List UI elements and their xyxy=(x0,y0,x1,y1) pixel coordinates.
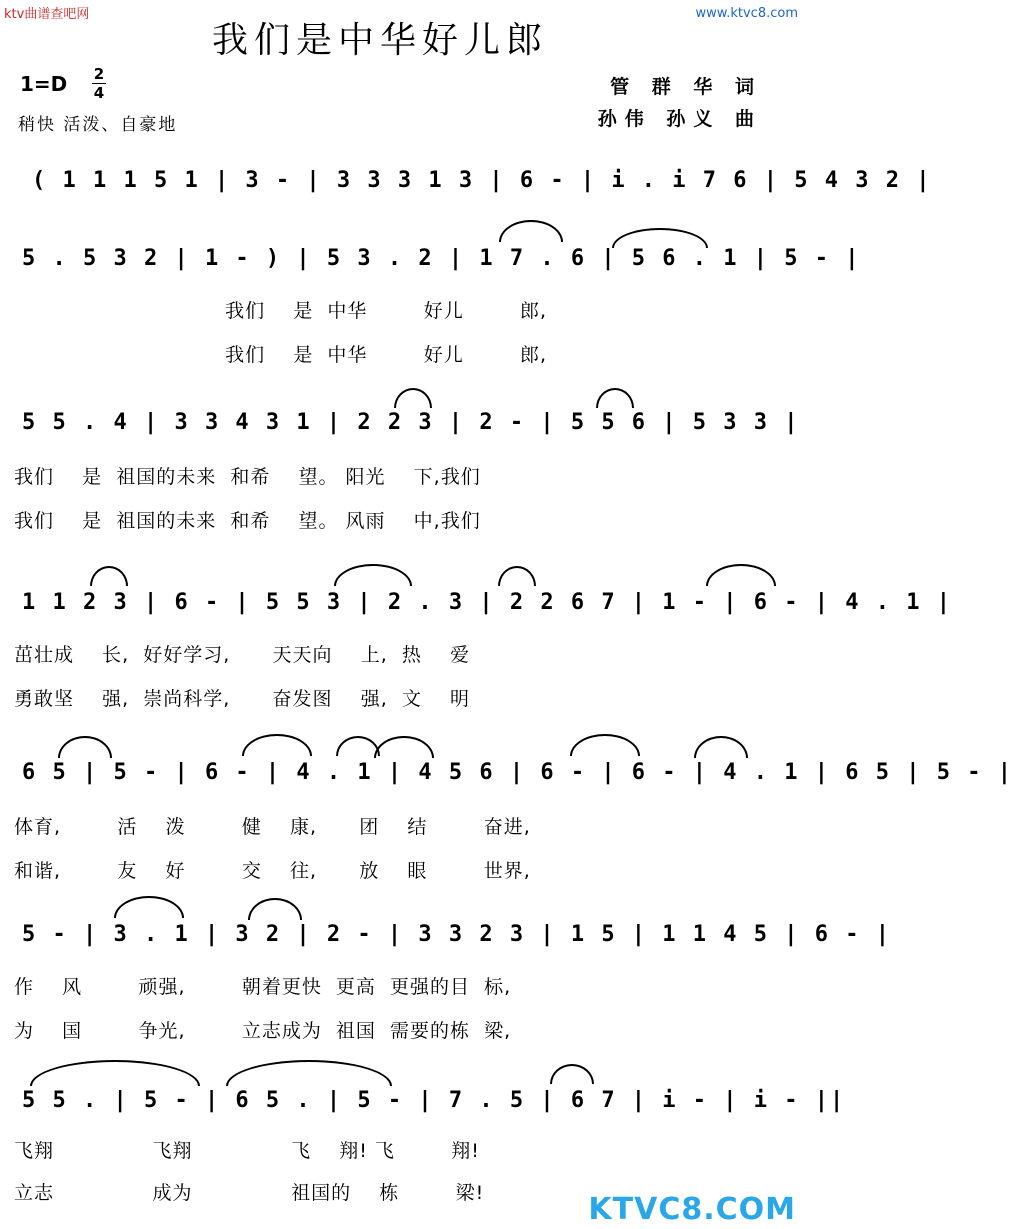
score-row-4 xyxy=(14,590,952,636)
slur xyxy=(334,564,412,586)
notation-line: 1 1 2 3 | 6 - | 5 5 3 | 2 . 3 | 2 2 6 7 | 1 - | 6 - | 4 . 1 | xyxy=(22,590,952,615)
score-row-2 xyxy=(14,246,861,292)
lyric-verse-1: 作 风 顽强, 朝着更快 更高 更强的目 标, xyxy=(14,976,512,998)
tempo-marking: 稍快 活泼、自豪地 xyxy=(18,115,178,135)
meter-bottom: 4 xyxy=(93,84,105,102)
lyric-verse-2: 我们 是 祖国的未来 和希 望。 风雨 中,我们 xyxy=(14,510,481,532)
slur xyxy=(706,564,776,586)
slur xyxy=(336,736,380,756)
notation-line: 5 - | 3 . 1 | 3 2 | 2 - | 3 3 2 3 | 1 5 | 1 1 4 5 | 6 - | xyxy=(22,922,891,947)
time-signature xyxy=(92,66,106,101)
notation-line: 6 5 | 5 - | 6 - | 4 . 1 | 4 5 6 | 6 - | 6 - | 4 . 1 | 6 5 | 5 - | xyxy=(22,760,1013,785)
watermark-top-left: ktv曲谱查吧网 xyxy=(4,7,90,22)
slur xyxy=(242,734,312,756)
slur xyxy=(596,388,634,408)
lyric-verse-2: 我们 是 中华 好儿 郎, xyxy=(14,344,548,366)
key-signature: 1=D xyxy=(20,72,68,96)
slur xyxy=(226,1060,392,1086)
lyric-verse-1: 我们 是 祖国的未来 和希 望。 阳光 下,我们 xyxy=(14,466,481,488)
notation-line: 5 . 5 3 2 | 1 - ) | 5 3 . 2 | 1 7 . 6 | 5 6 . 1 | 5 - | xyxy=(22,246,861,271)
lyric-verse-1: 体育, 活 泼 健 康, 团 结 奋进, xyxy=(14,816,531,838)
lyric-verse-2: 立志 成为 祖国的 栋 梁! xyxy=(14,1182,485,1204)
notation-line: 5 5 . 4 | 3 3 4 3 1 | 2 2 3 | 2 - | 5 5 6 | 5 3 3 | xyxy=(22,410,800,435)
slur xyxy=(570,734,640,756)
slur xyxy=(498,566,536,586)
slur xyxy=(90,566,128,586)
slur xyxy=(374,736,434,758)
slur xyxy=(550,1064,594,1084)
lyricist-credit: 管 群 华 词 xyxy=(610,76,762,98)
slur xyxy=(248,898,302,920)
score-row-3 xyxy=(14,410,800,456)
meter-top: 2 xyxy=(93,65,105,83)
slur xyxy=(58,736,112,758)
notation-line: 5 5 . | 5 - | 6 5 . | 5 - | 7 . 5 | 6 7 | i - | i - || xyxy=(22,1088,846,1113)
slur xyxy=(30,1060,200,1086)
lyric-verse-2: 为 国 争光, 立志成为 祖国 需要的栋 梁, xyxy=(14,1020,512,1042)
slur xyxy=(499,220,563,242)
composer-credit: 孙伟 孙义 曲 xyxy=(597,108,762,130)
lyric-verse-1: 飞翔 飞翔 飞 翔! 飞 翔! xyxy=(14,1140,480,1162)
watermark-bottom-right: KTVC8.COM xyxy=(588,1192,796,1227)
score-row-1 xyxy=(14,168,932,214)
notation-line: ( 1 1 1 5 1 | 3 - | 3 3 3 1 3 | 6 - | i . i 7 6 | 5 4 3 2 | xyxy=(32,168,932,193)
score-row-6 xyxy=(14,922,891,968)
slur xyxy=(694,736,748,758)
slur xyxy=(612,228,708,248)
lyric-verse-2: 勇敢坚 强, 崇尚科学, 奋发图 强, 文 明 xyxy=(14,688,470,710)
slur xyxy=(114,896,184,918)
lyric-verse-1: 茁壮成 长, 好好学习, 天天向 上, 热 爱 xyxy=(14,644,470,666)
song-title: 我们是中华好儿郎 xyxy=(211,20,548,61)
watermark-top-right: www.ktvc8.com xyxy=(695,6,798,21)
lyric-verse-2: 和谐, 友 好 交 往, 放 眼 世界, xyxy=(14,860,531,882)
score-row-7 xyxy=(14,1088,846,1134)
score-row-5 xyxy=(14,760,1013,806)
lyric-verse-1: 我们 是 中华 好儿 郎, xyxy=(14,300,548,322)
slur xyxy=(394,388,432,408)
